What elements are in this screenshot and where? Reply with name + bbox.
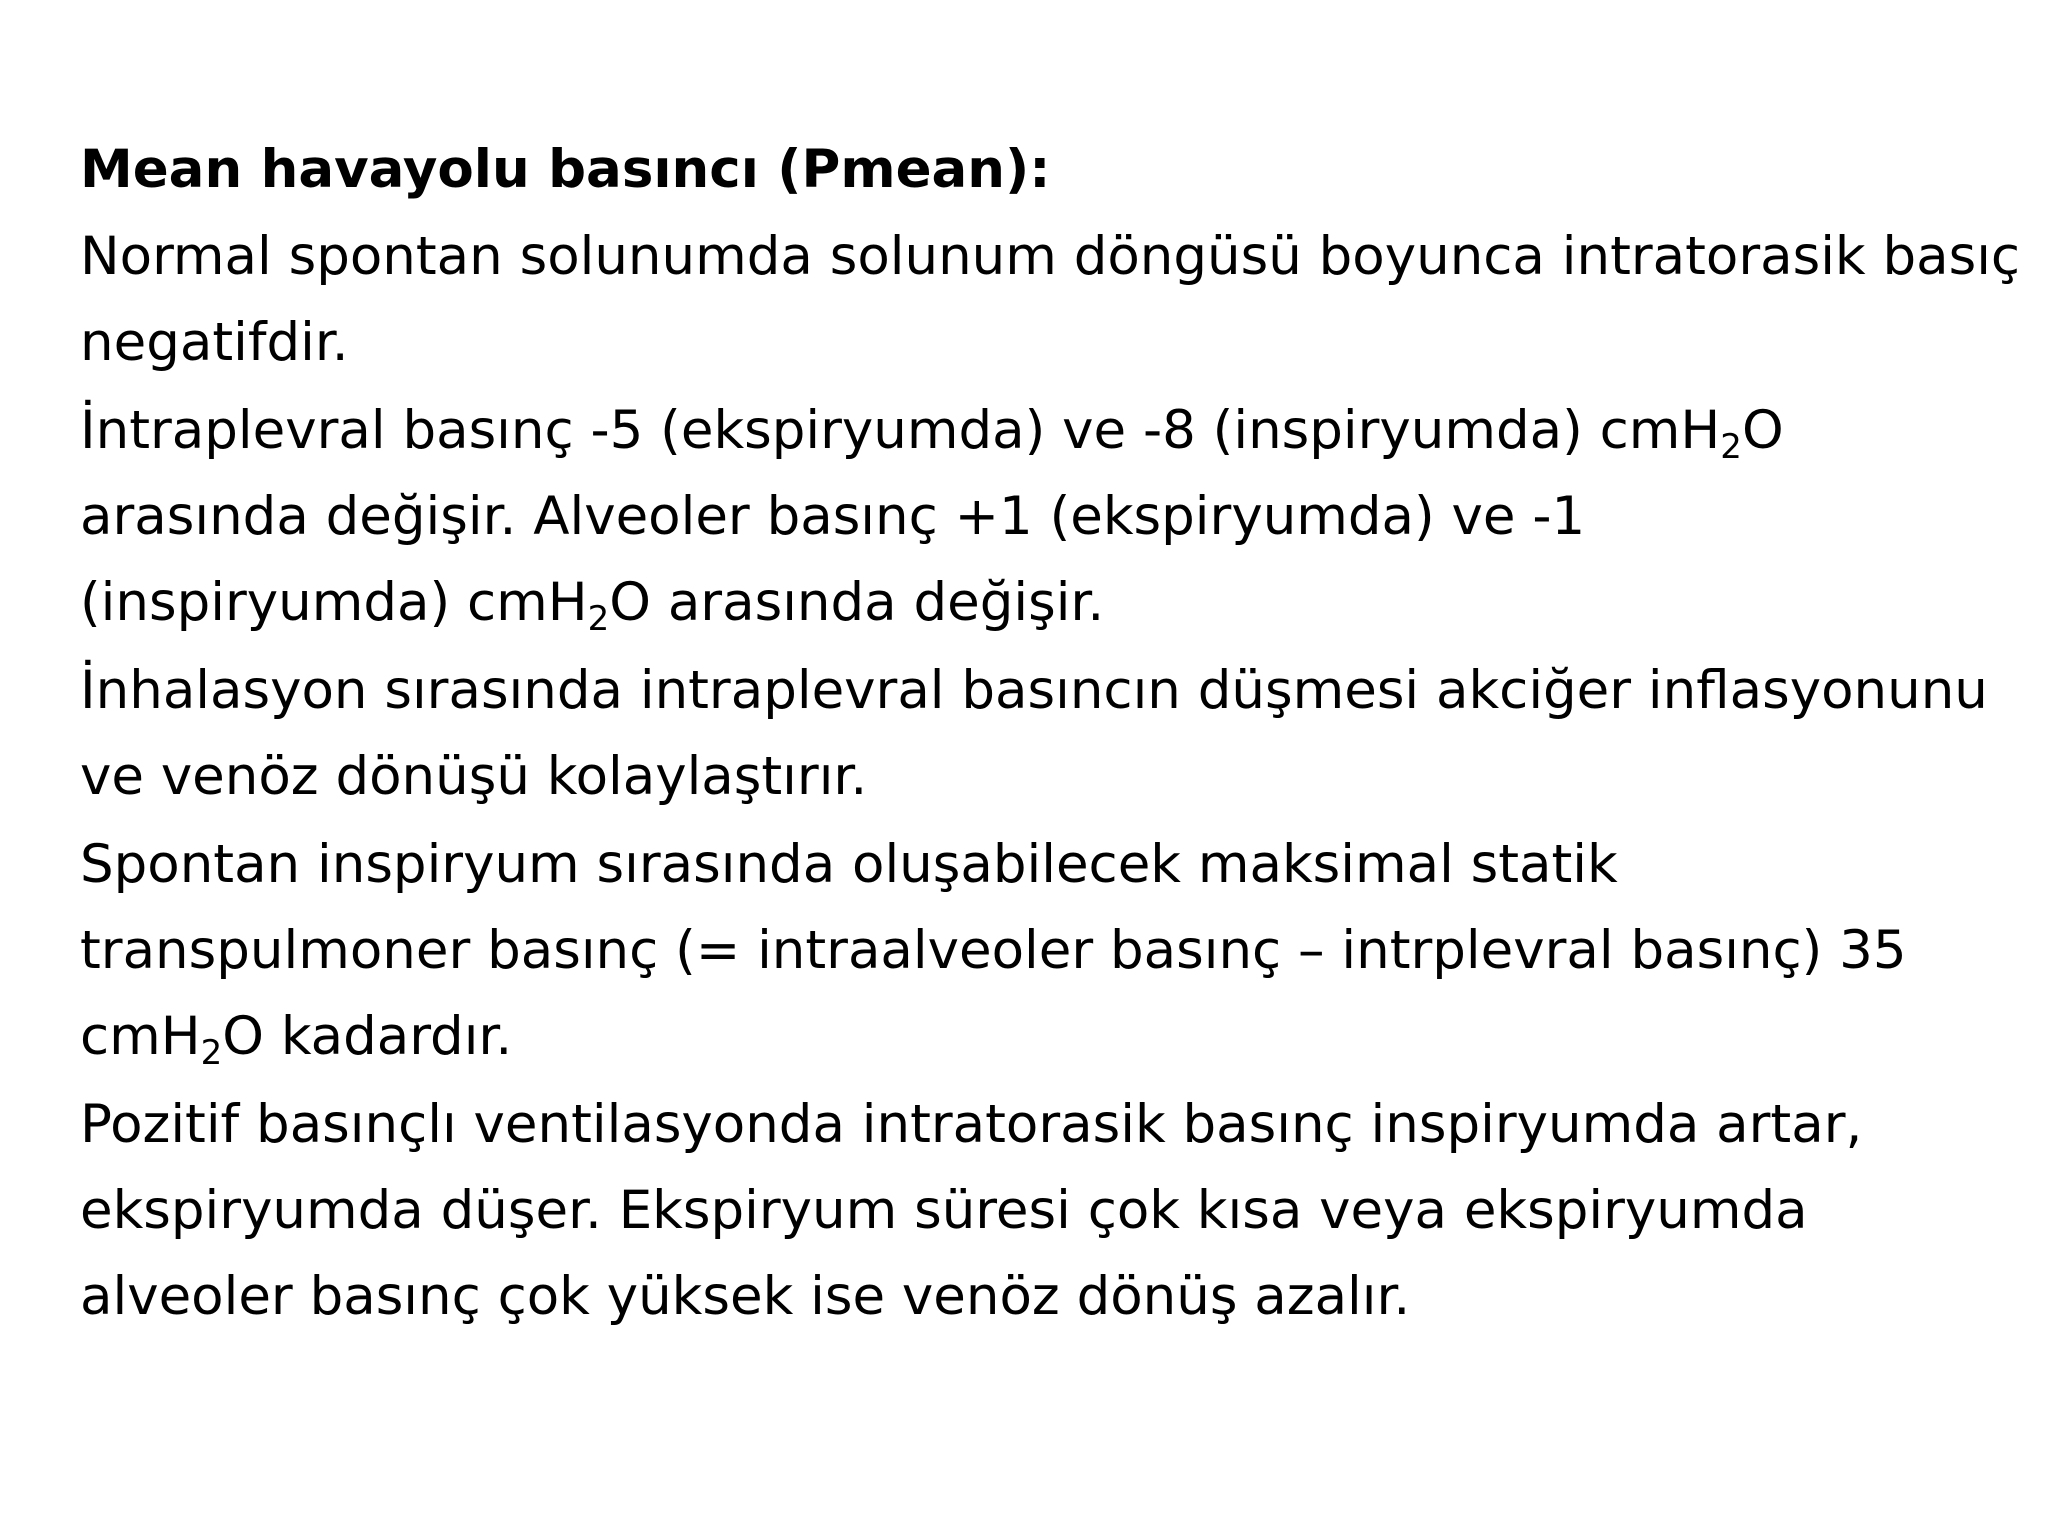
subscript: 2 [587, 599, 610, 639]
text-line: ve venöz dönüşü kolaylaştırır. [80, 746, 868, 807]
text-segment: O kadardır. [222, 1006, 513, 1067]
subscript: 2 [1720, 427, 1742, 467]
text-line: Spontan inspiryum sırasında oluşabilecek maksimal statik [80, 834, 1618, 895]
text-line [80, 560, 2010, 646]
text-line: ekspiryumda düşer. Ekspiryum süresi çok kısa veya ekspiryumda [80, 1180, 1808, 1241]
text-line: transpulmoner basınç (= intraalveoler basınç – intrplevral basınç) 35 [80, 920, 1907, 981]
text-segment: O arasında değişir. [609, 572, 1105, 633]
text-line: negatifdir. [80, 312, 349, 373]
slide-heading: Mean havayolu basıncı (Pmean): [80, 139, 1051, 200]
text-line: Pozitif basınçlı ventilasyonda intratorasik basınç inspiryumda artar, [80, 1094, 1863, 1155]
paragraph-transpulmonary-pressure [80, 822, 2010, 1080]
paragraph-positive-pressure-ventilation [80, 1082, 2010, 1340]
paragraph-intrapleural-pressure [80, 388, 2010, 646]
text-line [80, 388, 2010, 474]
text-line [80, 994, 2010, 1080]
text-segment: cmH [80, 1006, 201, 1067]
text-segment: İntraplevral basınç -5 (ekspiryumda) ve -8 (inspiryumda) cmH [80, 400, 1721, 461]
text-segment: (inspiryumda) cmH [80, 572, 588, 633]
paragraph-spontaneous-breathing [80, 214, 2021, 386]
text-segment: O [1741, 400, 1784, 461]
slide-content [80, 126, 2021, 1342]
text-line: arasında değişir. Alveoler basınç +1 (ekspiryumda) ve -1 [80, 486, 1586, 547]
subscript: 2 [200, 1033, 223, 1073]
paragraph-inhalation [80, 648, 2010, 820]
text-line: Normal spontan solunumda solunum döngüsü boyunca intratorasik basıç [80, 226, 2021, 287]
text-line: alveoler basınç çok yüksek ise venöz dönüş azalır. [80, 1266, 1411, 1327]
text-line: İnhalasyon sırasında intraplevral basıncın düşmesi akciğer inflasyonunu [80, 660, 1988, 721]
